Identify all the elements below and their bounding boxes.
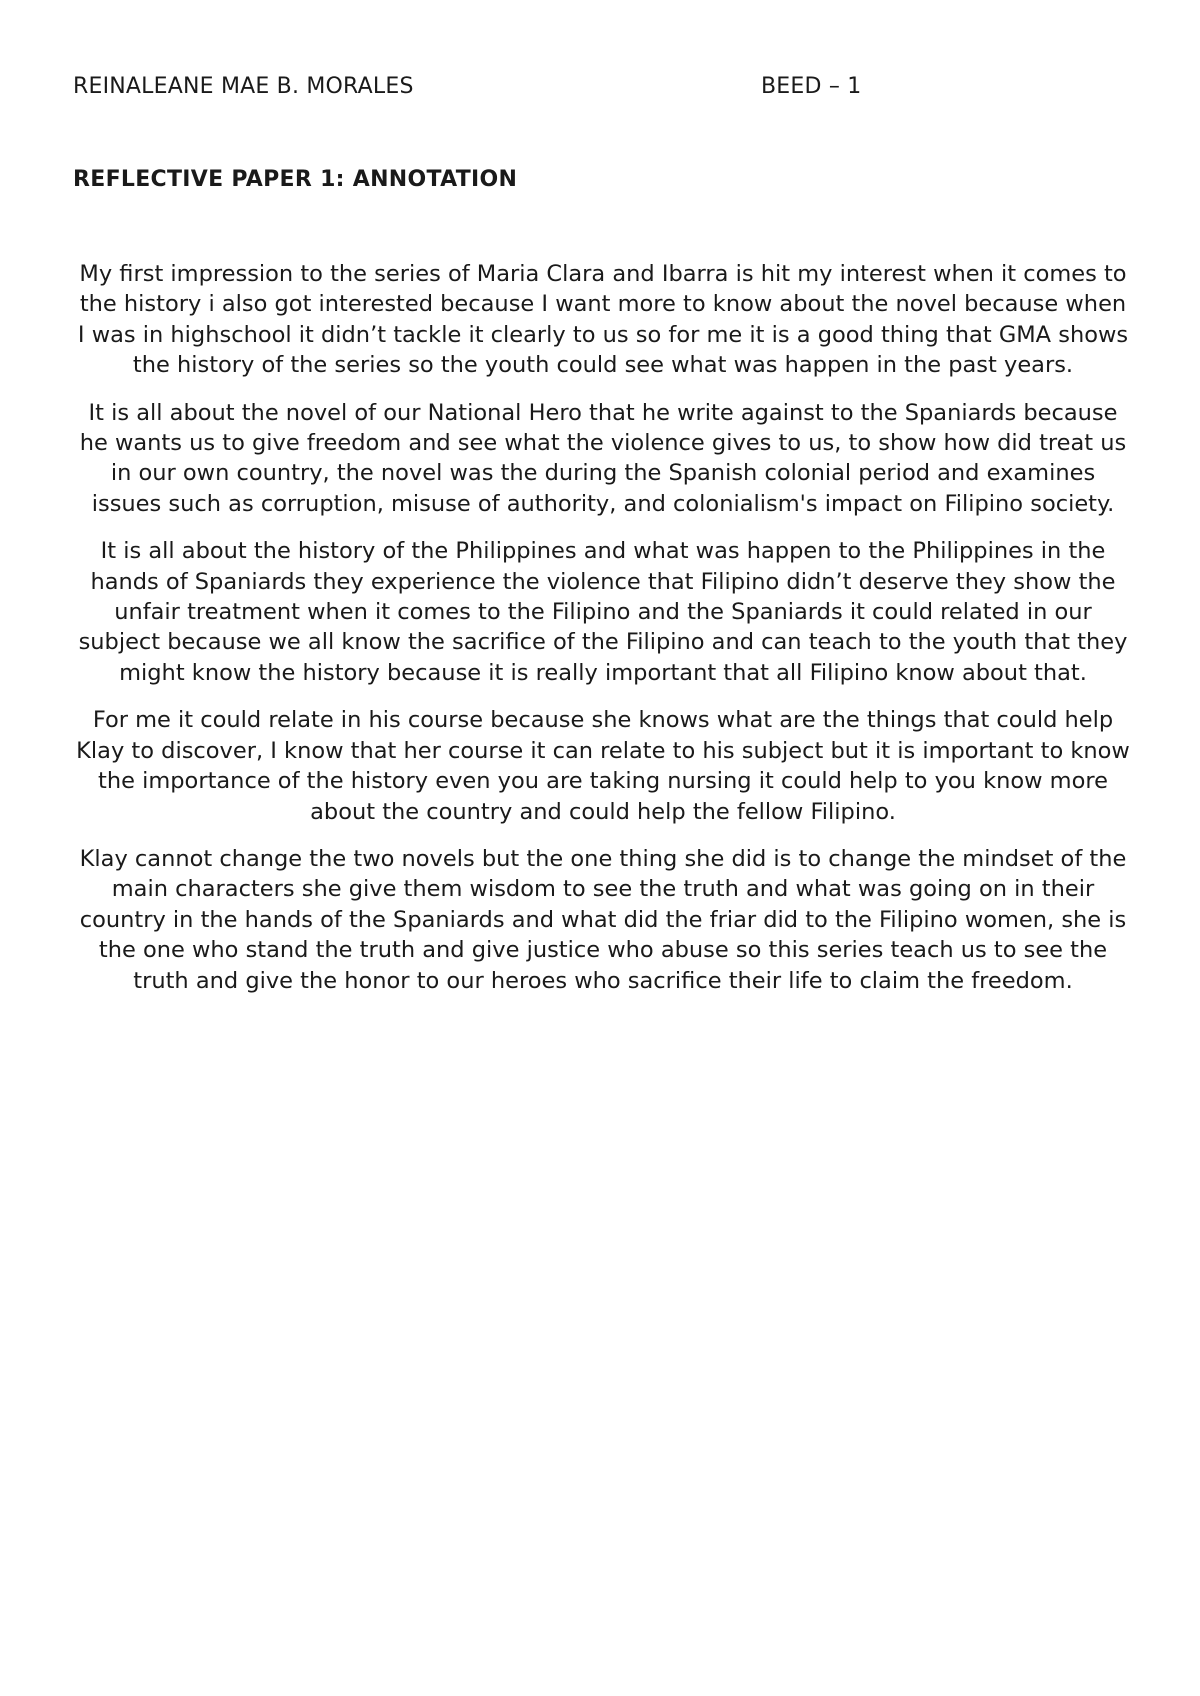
paper-title: REFLECTIVE PAPER 1: ANNOTATION bbox=[73, 167, 518, 192]
body-paragraph: For me it could relate in his course because she knows what are the things that could help Klay to discover, I know that her course it can relate to his subject but it is important to know the importance of the history even you are taking nursing it could help to you know more about the country and could help the fellow Filipino. bbox=[76, 707, 1130, 825]
author-name: REINALEANE MAE B. MORALES bbox=[73, 74, 414, 99]
body-paragraph: It is all about the novel of our National Hero that he write against to the Spaniards because he wants us to give freedom and see what the violence gives to us, to show how did treat us in our own country, the novel was the during the Spanish colonial period and examines issues such as corruption, misuse of authority, and colonialism's impact on Filipino society. bbox=[79, 399, 1127, 517]
document-body bbox=[73, 259, 1133, 1013]
body-paragraph: Klay cannot change the two novels but the one thing she did is to change the mindset of the main characters she give them wisdom to see the truth and what was going on in their country in the hands of the Spaniards and what did the friar did to the Filipino women, she is the one who stand the truth and give justice who abuse so this series teach us to see the truth and give the honor to our heroes who sacrifice their life to claim the freedom. bbox=[79, 845, 1127, 994]
course-label: BEED – 1 bbox=[761, 74, 862, 99]
body-paragraph: My first impression to the series of Maria Clara and Ibarra is hit my interest when it comes to the history i also got interested because I want more to know about the novel because when I was in highschool it didn’t tackle it clearly to us so for me it is a good thing that GMA shows the history of the series so the youth could see what was happen in the past years. bbox=[77, 261, 1129, 379]
body-paragraph: It is all about the history of the Philippines and what was happen to the Philippines in the hands of Spaniards they experience the violence that Filipino didn’t deserve they show the unfair treatment when it comes to the Filipino and the Spaniards it could related in our subject because we all know the sacrifice of the Filipino and can teach to the youth that they might know the history because it is really important that all Filipino know about that. bbox=[78, 538, 1128, 686]
